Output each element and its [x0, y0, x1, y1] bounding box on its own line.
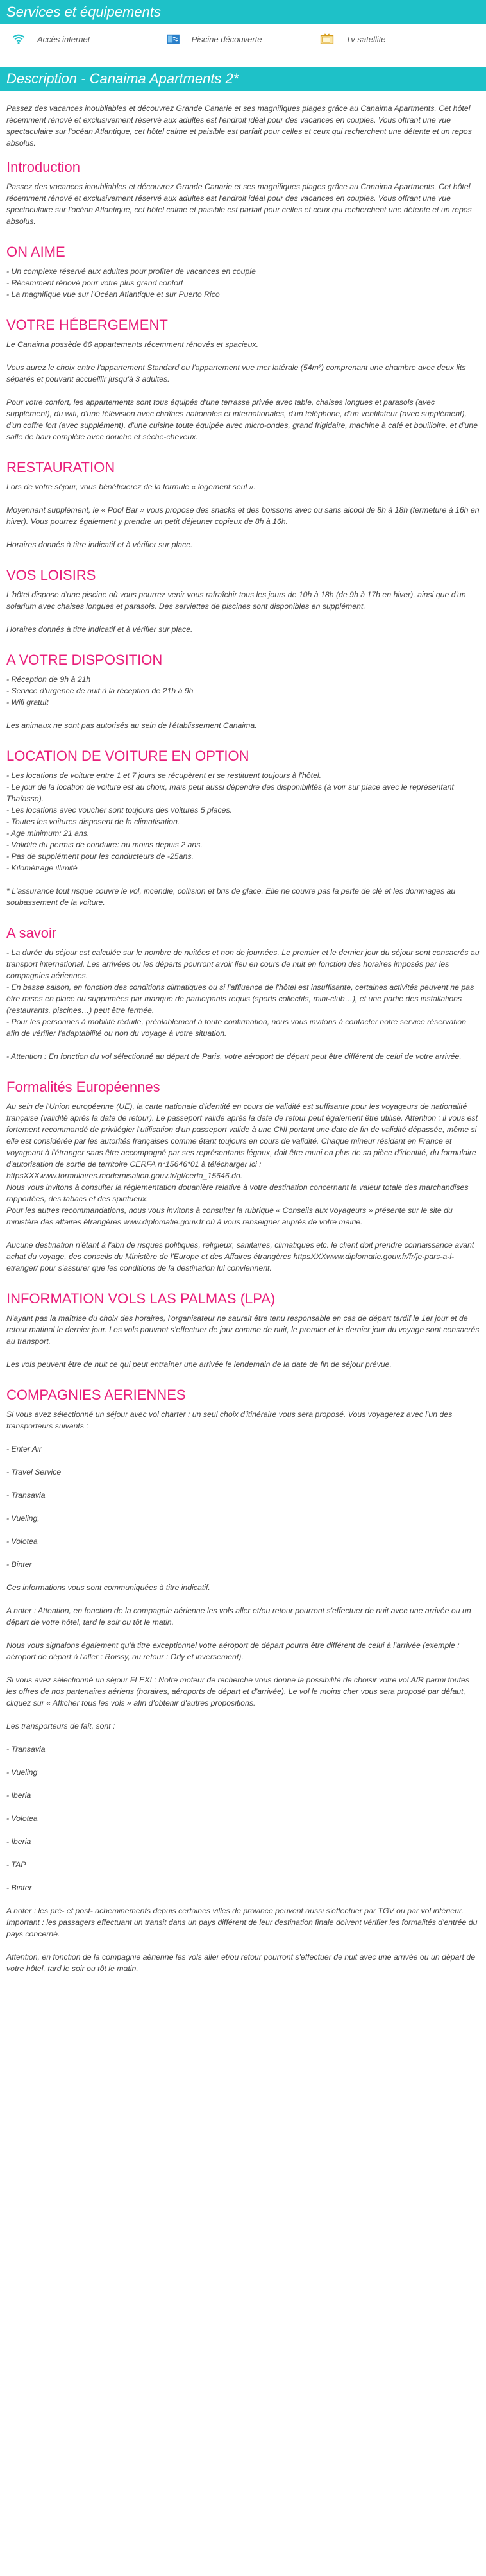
section: [6, 1079, 480, 1274]
section-paragraph: Les transporteurs de fait, sont :: [6, 1722, 115, 1731]
section-paragraph: - Iberia: [6, 1791, 31, 1800]
section-paragraph: A noter : les pré- et post- acheminements depuis certaines villes de province peuvent aussi s'effectuer par TGV ou par vol intérieur. Important : les passagers effectuant un transit dans un pays différent de leur destination finale doivent vérifier les formalités d'entrée du pays concerné.: [6, 1906, 478, 1938]
description-header: Description - Canaima Apartments 2*: [0, 67, 486, 91]
section-paragraph: - Iberia: [6, 1837, 31, 1846]
section-title: Introduction: [6, 159, 80, 175]
section-title: INFORMATION VOLS LAS PALMAS (LPA): [6, 1291, 276, 1307]
section-paragraph: - Volotea: [6, 1537, 38, 1546]
section-paragraph: Les animaux ne sont pas autorisés au sein de l'établissement Canaima.: [6, 721, 257, 730]
section-paragraph: Vous aurez le choix entre l'appartement Standard ou l'appartement vue mer latérale (54m²) comprenant une chambre avec deux lits séparés et pouvant accueillir jusqu'à 3 adultes.: [6, 363, 466, 384]
section-paragraph: Passez des vacances inoubliables et découvrez Grande Canarie et ses magnifiques plages grâce au Canaima Apartments. Cet hôtel récemment rénové et exclusivement réservé aux adultes est l'endroit idéal pour des vacances en couples. Vous offrant une vue spectaculaire sur l'océan Atlantique, cet hôtel calme et paisible est parfait pour celles et ceux qui recherchent une détente et un repos absolus.: [6, 182, 472, 226]
section-title: Formalités Européennes: [6, 1079, 160, 1095]
section-title: RESTAURATION: [6, 459, 115, 475]
section-paragraph: - Un complexe réservé aux adultes pour profiter de vacances en couple - Récemment rénové pour votre plus grand confort - La magnifique vue sur l'Océan Atlantique et sur Puerto Rico: [6, 267, 256, 299]
section-paragraph: Si vous avez sélectionné un séjour FLEXI : Notre moteur de recherche vous donne la possibilité de choisir votre vol A/R parmi toutes les offres de nos partenaires aériens (horaires, aéroports de départ et d'arrivée). Le vol le moins cher vous sera proposé par défaut, cliquez sur « Afficher tous les vols » afin d'obtenir d'autres propositions.: [6, 1675, 470, 1707]
service-label: Piscine découverte: [191, 34, 262, 44]
section: [6, 159, 480, 227]
section-paragraph: - Travel Service: [6, 1468, 62, 1477]
section: [6, 925, 480, 1062]
section-paragraph: - Volotea: [6, 1814, 38, 1823]
section-paragraph: * L'assurance tout risque couvre le vol, incendie, collision et bris de glace. Elle ne couvre pas la perte de clé et les dommages au soubassement de la voiture.: [6, 886, 456, 907]
section-title: A savoir: [6, 925, 57, 941]
section-paragraph: Pour votre confort, les appartements sont tous équipés d'une terrasse privée avec table, chaises longues et parasols (avec supplément), du wifi, d'une télévision avec chaînes nationales et internationales, d'un téléphone, d'un ventilateur (avec supplément), d'un coffre fort (avec supplément), d'une cuisine toute équipée avec micro-ondes, grand frigidaire, machine à café et bouilloire, et d'une salle de bain complète avec douche et sèche-cheveux.: [6, 398, 478, 441]
section: [6, 567, 480, 635]
section-paragraph: Ces informations vous sont communiquées à titre indicatif.: [6, 1583, 210, 1592]
section-paragraph: - TAP: [6, 1860, 26, 1869]
pool-icon: [166, 33, 180, 45]
section-title: LOCATION DE VOITURE EN OPTION: [6, 748, 249, 764]
section-paragraph: A noter : Attention, en fonction de la compagnie aérienne les vols aller et/ou retour pourront s'effectuer de nuit avec une arrivée ou un départ de votre hôtel, tard le soir ou tôt le matin.: [6, 1606, 471, 1627]
section-title: ON AIME: [6, 244, 65, 260]
section-paragraph: L'hôtel dispose d'une piscine où vous pourrez venir vous rafraîchir tous les jours de 10h à 18h (de 9h à 17h en hiver), ainsi que d'un solarium avec chaises longues et parasols. Des serviettes de piscines sont disponibles en supplément.: [6, 590, 466, 611]
section-paragraph: - Réception de 9h à 21h - Service d'urgence de nuit à la réception de 21h à 9h - Wifi gratuit: [6, 675, 194, 707]
section-paragraph: Lors de votre séjour, vous bénéficierez de la formule « logement seul ».: [6, 482, 256, 491]
tv-icon: [320, 33, 334, 45]
section-paragraph: Moyennant supplément, le « Pool Bar » vous propose des snacks et des boissons avec ou sans alcool de 8h à 18h (fermeture à 16h en hiver). Vous pourrez également y prendre un petit déjeuner copieux de 8h à 16h.: [6, 505, 480, 526]
service-item-pool: [166, 33, 321, 45]
section-paragraph: - Les locations de voiture entre 1 et 7 jours se récupèrent et se restituent toujours à l'hôtel. - Le jour de la location de voiture est au choix, mais peut aussi dépendre des disponibilités (à voir sur place avec le représentant Thaïasso). - Les locations avec voucher sont toujours des voitures 5 places. - Toutes les voitures disposent de la climatisation. - Age minimum: 21 ans. - Validité du permis de conduire: au moins depuis 2 ans. - Pas de supplément pour les conducteurs de -25ans. - Kilométrage illimité: [6, 771, 454, 872]
section-paragraph: - Binter: [6, 1560, 32, 1569]
services-header: Services et équipements: [0, 0, 486, 24]
section-paragraph: Au sein de l'Union européenne (UE), la carte nationale d'identité en cours de validité est suffisante pour les voyageurs de nationalité française (validité après la date de retour). Le passeport valide après la date de retour peut également être utilisé. Attention : il vous est fortement recommandé de privilégier l'utilisation d'un passeport valide à une CNI portant une date de fin de validité dépassée, même si elle est considérée par les autorités françaises comme étant toujours en cours de validité. Chaque mineur résidant en France et voyageant à l'étranger sans être accompagné par ses représentants légaux, doit être muni en plus de sa pièce d'identité, du formulaire d'autorisation de sortie de territoire CERFA n°15646*01 à télécharger ici : httpsXXXwww.formulaires.modernisation.gouv.fr/gf/cerfa_15646.do. Nous vous invitons à consulter la réglementation douanière relative à votre destination concernant la valeur totale des marchandises rapportées, des tabacs et des spiritueux. Pour les autres recommandations, nous vous invitons à consulter la rubrique « Conseils aux voyageurs » présente sur le site du ministère des affaires étrangères www.diplomatie.gouv.fr où à vous renseigner auprès de votre mairie.: [6, 1102, 478, 1226]
section: [6, 652, 480, 731]
section-paragraph: - Enter Air: [6, 1445, 42, 1453]
section: [6, 748, 480, 908]
section: [6, 1291, 480, 1370]
section-paragraph: Le Canaima possède 66 appartements récemment rénovés et spacieux.: [6, 340, 259, 349]
description-content: [0, 91, 486, 1974]
service-label: Tv satellite: [346, 34, 386, 44]
section-paragraph: - Transavia: [6, 1491, 46, 1500]
section-paragraph: Si vous avez sélectionné un séjour avec vol charter : un seul choix d'itinéraire vous sera proposé. Vous voyagerez avec l'un des transporteurs suivants :: [6, 1410, 453, 1430]
section-paragraph: - Vueling: [6, 1768, 38, 1777]
section-paragraph: Horaires donnés à titre indicatif et à vérifier sur place.: [6, 540, 193, 549]
section-paragraph: - Binter: [6, 1883, 32, 1892]
section-paragraph: Aucune destination n'étant à l'abri de risques politiques, religieux, sanitaires, climatiques etc. le client doit prendre connaissance avant achat du voyage, des conseils du Ministère de l'Europe et des Affaires étrangères httpsXXXwww.diplomatie.gouv.fr/fr/je-pars-a-l-etranger/ pour s'assurer que les conditions de la destination lui conviennent.: [6, 1241, 474, 1273]
description-intro: Passez des vacances inoubliables et découvrez Grande Canarie et ses magnifiques plages grâce au Canaima Apartments. Cet hôtel récemment rénové et exclusivement réservé aux adultes est l'endroit idéal pour des vacances en couples. Vous offrant une vue spectaculaire sur l'océan Atlantique, cet hôtel calme et paisible est parfait pour celles et ceux qui recherchent une détente et un repos absolus.: [6, 104, 472, 148]
service-item-tv: [320, 33, 474, 45]
service-label: Accès internet: [37, 34, 90, 44]
section-paragraph: - La durée du séjour est calculée sur le nombre de nuitées et non de journées. Le premier et le dernier jour du séjour sont consacrés au transport international. Les arrivées ou les départs pourront avoir lieu en cours de nuit en fonction des horaires imposés par les compagnies aériennes. - En basse saison, en fonction des conditions climatiques ou si l'affluence de l'hôtel est insuffisante, certaines activités peuvent ne pas être mises en place ou supprimées par manque de participants requis (sports collectifs, mini-club…), et une partie des installations (restaurants, piscines…) peut être fermée. - Pour les personnes à mobilité réduite, préalablement à toute confirmation, nous vous invitons à contacter notre service réservation afin de vérifier l'adaptabilité ou non du voyage à votre situation.: [6, 948, 480, 1038]
wifi-icon: [12, 33, 26, 45]
section: [6, 244, 480, 300]
section-title: A VOTRE DISPOSITION: [6, 652, 163, 668]
section-paragraph: Horaires donnés à titre indicatif et à vérifier sur place.: [6, 625, 193, 634]
section-title: COMPAGNIES AERIENNES: [6, 1387, 186, 1403]
section-paragraph: Attention, en fonction de la compagnie aérienne les vols aller et/ou retour pourront s'effectuer de nuit avec une arrivée ou un départ de votre hôtel, tard le soir ou tôt le matin.: [6, 1953, 476, 1973]
section: [6, 459, 480, 550]
section-title: VOTRE HÉBERGEMENT: [6, 317, 168, 333]
section: [6, 317, 480, 443]
services-list: [0, 24, 486, 49]
section-title: VOS LOISIRS: [6, 567, 96, 583]
section-paragraph: - Attention : En fonction du vol sélectionné au départ de Paris, votre aéroport de départ peut être différent de celui de votre arrivée.: [6, 1052, 462, 1061]
service-item-internet: [12, 33, 166, 45]
section-paragraph: - Vueling,: [6, 1514, 40, 1523]
section-paragraph: Nous vous signalons également qu'à titre exceptionnel votre aéroport de départ pourra être différent de celui à l'arrivée (exemple : aéroport de départ à l'aller : Roissy, au retour : Orly et inversement).: [6, 1641, 460, 1661]
section: [6, 1387, 480, 1974]
section-paragraph: - Transavia: [6, 1745, 46, 1754]
section-paragraph: Les vols peuvent être de nuit ce qui peut entraîner une arrivée le lendemain de la date de fin de séjour prévue.: [6, 1360, 392, 1369]
section-paragraph: N'ayant pas la maîtrise du choix des horaires, l'organisateur ne saurait être tenu responsable en cas de départ tardif le 1er jour et de retour matinal le dernier jour. Les vols pouvant s'effectuer de jour comme de nuit, le premier et le dernier jour du voyage sont consacrés au transport.: [6, 1314, 480, 1346]
